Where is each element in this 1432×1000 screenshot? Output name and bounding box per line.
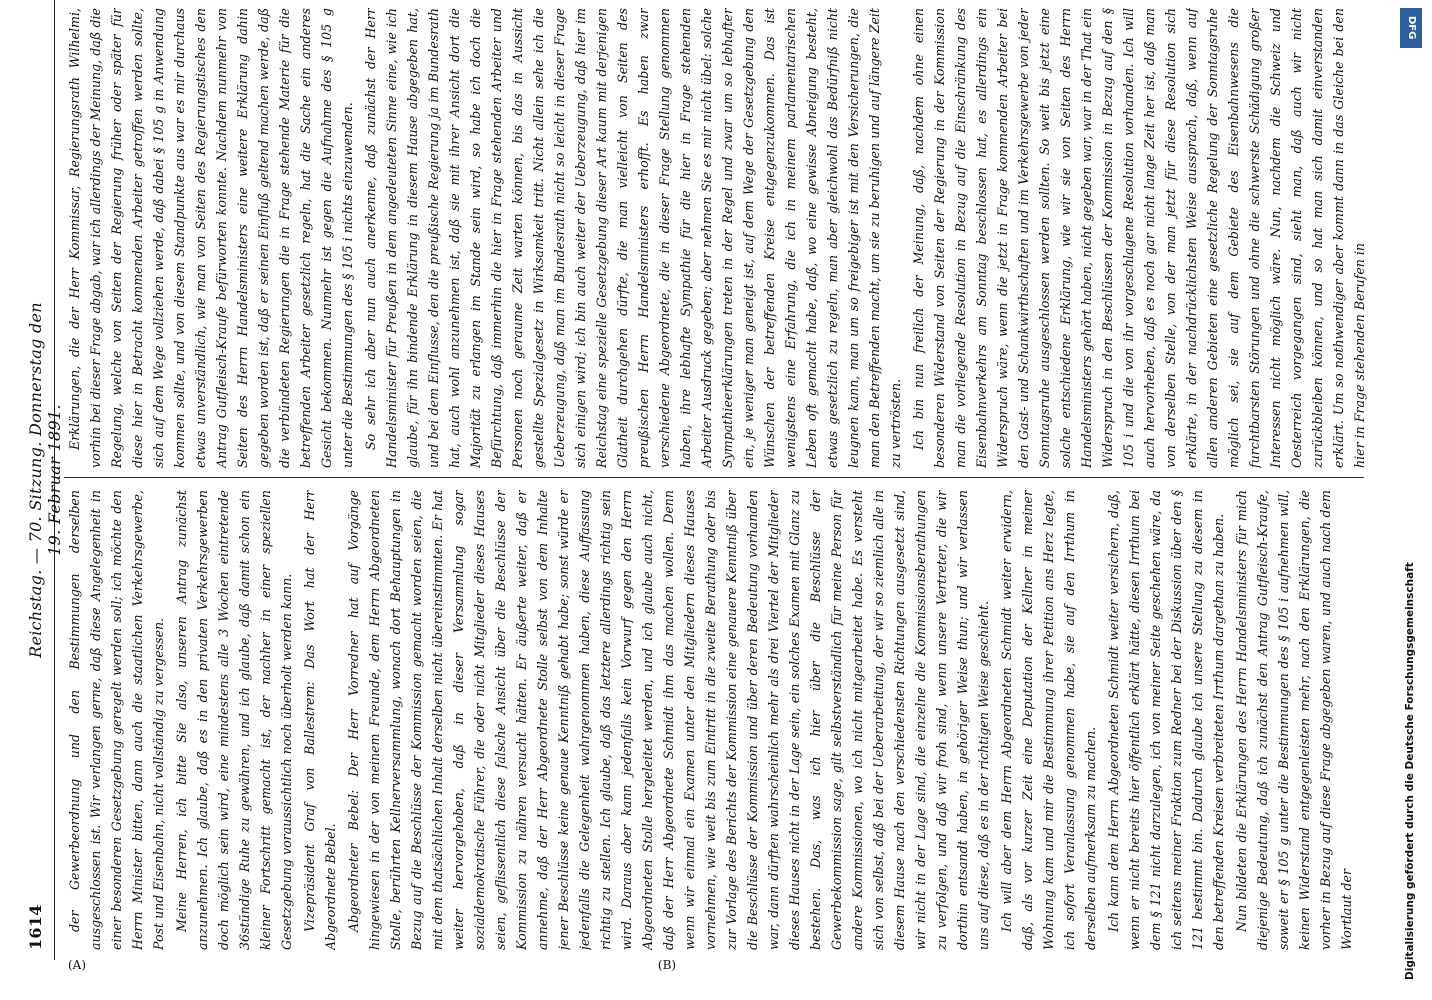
column-divider [64, 477, 1364, 478]
paragraph: So sehr ich aber nun auch anerkenne, daß zunächst der Herr Handelsminister für Preußen in dem angedeuteten Sinne eine, wie ich glaube, für ihn bindende Erklärung in diesem Hause abgegeben hat, und bei dem Einflusse, den die preußische Regierung ja im Bundesrath hat, auch wohl anzunehmen ist, daß sie mit ihrer Ansicht dort die Majorität zu erlangen im Stande sein wird, so habe ich doch die Befürchtung, daß immerhin die hier in Frage stehenden Arbeiter und Personen noch geraume Zeit warten können, bis das in Aussicht gestellte Spezialgesetz in Wirksamkeit tritt. Nicht allein sehe ich die Ueberzeugung, daß man im Bundesrath nicht so leicht in dieser Frage sich einigen wird; ich bin auch weiter der Ueberzeugung, daß hier im Reichstag eine spezielle Gesetzgebung dieser Art kaum mit derjenigen Glatheit durchgehen dürfte, die man vielleicht von Seiten des preußischen Herrn Handelsministers erhofft. Es haben zwar verschiedene Abgeordnete, die in dieser Frage Stellung genommen haben, ihre lebhafte Sympathie für die hier in Frage stehenden Arbeiter Ausdruck gegeben; aber nehmen Sie es mir nicht übel: solche Sympathieerklärungen treten in der Regel und zwar um so lebhafter ein, je weniger man geneigt ist, auf dem Wege der Gesetzgebung den Wünschen der betreffenden Kreise entgegenzukommen. Das ist wenigstens eine Erfahrung, die ich in meinem parlamentarischen Leben oft gemacht habe, daß, wo eine gewisse Abneigung besteht, etwas gesetzlich zu regeln, man aber gleichwohl das Bedürfniß nicht leugnen kann, man um so freigebiger ist mit den Versicherungen, die man den Betreffenden macht, um sie zu beruhigen und auf längere Zeit zu vertrösten. [363, 8, 903, 468]
funding-note: Digitalisierung gefördert durch die Deutsche Forschungsgemeinschaft [1404, 562, 1416, 980]
paragraph: Abgeordneter Bebel: Der Herr Vorredner hat auf Vorgänge hingewiesen in der von meinem Freunde, dem Herrn Abgeordneten Stolle, berührten Kellnerversammlung, wonach dort Behauptungen in Bezug auf die Beschlüsse der Kommission gemacht worden seien, die mit dem thatsächlichen Inhalt derselben nicht übereinstimmten. Er hat weiter hervorgehoben, daß in dieser Versammlung sogar sozialdemokratische Führer, die oder nicht Mitglieder dieses Hauses seien, geflissentlich diese falsche Ansicht über die Beschlüsse der Kommission zu nähren versucht hätten. Er äußerte weiter, daß er annehme, daß der Herr Abgeordnete Stolle selbst von dem Inhalte jener Beschlüsse keine genaue Kenntniß gehabt habe; sonst würde er jedenfalls die Gelegenheit wahrgenommen haben, diese Auffassung richtig zu stellen. Ich glaube, daß das letztere allerdings richtig sein wird. Daraus aber kann jedenfalls kein Vorwurf gegen den Herrn Abgeordneten Stolle hergeleitet werden, und ich glaube auch nicht, daß der Herr Abgeordnete Schmidt ihm das machen wollen. Denn wenn wir einmal ein Examen unter den Mitgliedern dieses Hauses vornehmen, wie weit bis zum Eintritt in die zweite Berathung oder bis zur Vorlage des Berichts der Kommission eine genauere Kenntniß über die Beschlüsse der Kommission und über deren Bedeutung vorhanden war, dann dürften wahrscheinlich mehr als drei Viertel der Mitglieder dieses Hauses nicht in der Lage sein, ein solches Examen mit Glanz zu bestehen. Das, was ich hier über die Beschlüsse der Gewerbekommission sage, gilt selbstverständlich für meine Person für andere Kommissionen, wo ich nicht mitgearbeitet habe. Es versteht sich von selbst, daß bei der Ueberarbeitung, der wir so ziemlich alle in diesem Hause nach den verschiedensten Richtungen ausgesetzt sind, wir nicht in der Lage sind, die einzelne die Kommissionsberathungen zu verfolgen, und daß wir froh sind, wenn unsere Vertreter, die wir dorthin entsandt haben, in gehöriger Weise thun; und wir verlassen uns auf diese, daß es in der richtigen Weise geschieht. [346, 490, 991, 950]
paragraph: Nun bildeten die Erklärungen des Herrn Handelsministers für mich diejenige Bedeutung, daß ich zunächst den Antrag Gutfleisch-Kraufe, soweit er § 105 g unter die Bestimmungen des § 105 i aufnehmen will, keinen Widerstand entgegenleisten mehr, nach den Erklärungen, die vorher in Bezug auf diese Frage abgegeben waren, und auch nach dem Wortlaut der [1234, 490, 1354, 950]
paragraph: Erklärungen, die der Herr Kommissar, Regierungsrath Wilhelmi, vorhin bei dieser Frage abgab, war ich allerdings der Meinung, daß die Regelung, welche von Seiten der Regierung früher oder später für diese hier in Betracht kommenden Arbeiter getroffen werden sollte, sich auf dem Wege vollziehen werde, daß dabei § 105 g in Anwendung kommen sollte, und von diesem Standpunkte aus war es mir durchaus etwas unverständlich, wie man von Seiten des Regierungstisches den Antrag Gutfleisch-Kraufe befürworten konnte. Nachdem nunmehr von Seiten des Herrn Handelsministers eine weitere Erklärung dahin gegeben worden ist, daß er seinen Einfluß geltend machen werde, daß die verbündeten Regierungen die in Frage stehende Materie für die betreffenden Arbeiter gesetzlich regeln, hat die Sache ein anderes Gesicht bekommen. Nunmehr ist gegen die Aufnahme des § 105 g unter die Bestimmungen des § 105 i nichts einzuwenden. [67, 8, 355, 468]
right-column [64, 8, 1374, 468]
rotated-page-content [20, 0, 1390, 972]
paragraph: Ich bin nun freilich der Meinung, daß, nachdem ohne einen besonderen Widerstand von Seiten der Regierung in der Kommission man die vorliegende Resolution in Bezug auf die Einschränkung des Eisenbahnverkehrs am Sonntag beschlossen hat, es allerdings ein Widerspruch wäre, wenn die jetzt in Frage kommenden Arbeiter bei den Gast- und Schankwirthschaften und im Verkehrsgewerbe von jeder Sonntagsruhe ausgeschlossen werden sollten. So weit bis jetzt eine solche entschiedene Erklärung, wie wir sie von Seiten des Herrn Handelsministers gehört haben, nicht gegeben war, war in der That ein Widerspruch in den Beschlüssen der Kommission in Bezug auf den § 105 i und die von ihr vorgeschlagene Resolution vorhanden. Ich will auch hervorheben, daß es noch gar nicht lange Zeit her ist, daß man von derselben Stelle, von der man jetzt für diese Resolution sich erklärte, in der nachdrücklichsten Weise aussprach, daß, wenn auf allen anderen Gebieten eine gesetzliche Regelung der Sonntagsruhe möglich sei, sie auf dem Gebiete des Eisenbahnwesens die furchtbarsten Störungen und ohne die schwerste Schädigung großer Interessen nicht möglich wäre. Nun, nachdem die Schweiz und Oesterreich vorgegangen sind, sieht man, daß auch wir nicht zurückbleiben können, und so hat man sich damit einverstanden erklärt. Um so nothwendiger aber kommt dann in das Gleiche bei den hier in Frage stehenden Berufen in [911, 8, 1367, 468]
dfg-logo: DFG [1400, 8, 1422, 48]
page-number: 1614 [26, 904, 45, 950]
margin-marker-a: (A) [67, 957, 87, 972]
speaker-paragraph: Vizepräsident Graf von Ballestrem: Das Wort hat der Herr Abgeordnete Bebel. [302, 490, 338, 950]
paragraph: der Gewerbeordnung und den Bestimmungen derselben ausgeschlossen ist. Wir verlangen gerne, daß diese Angelegenheit in einer besonderen Gesetzgebung geregelt werden soll; ich möchte den Herrn Minister bitten, dann auch die staatlichen Verkehrsgewerbe, Post und Eisenbahn, nicht vollständig zu vergessen. [67, 490, 166, 950]
running-header [20, 0, 64, 960]
paragraph: Meine Herren, ich bitte Sie also, unseren Antrag zunächst anzunehmen. Ich glaube, daß es in den privaten Verkehrsgewerben doch möglich sein wird, eine mindestens alle 3 Wochen eintretende 36stündige Ruhe zu gewähren, und ich glaube, daß damit schon ein kleiner Fortschritt gemacht ist, der nachher in einer speziellen Gesetzgebung voraussichtlich noch überholt werden kann. [174, 490, 294, 950]
session-title: Reichstag. — 70. Sitzung. Donnerstag den 19. Februar 1891. [26, 302, 64, 658]
left-column [64, 490, 1374, 950]
paragraph: Ich will aber dem Herrn Abgeordneten Schmidt weiter erwidern, daß, als vor kurzer Zeit eine Deputation der Kellner in meiner Wohnung kam und mir die Bestimmung ihrer Petition ans Herz legte, ich sofort Veranlassung genommen habe, sie auf den Irrthum in derselben aufmerksam zu machen. [999, 490, 1098, 950]
margin-marker-b: (B) [657, 957, 677, 972]
paragraph: Ich kann dem Herrn Abgeordneten Schmidt weiter versichern, daß, wenn er nicht bereits hier öffentlich erklärt hätte, diesen Irrthum bei dem § 121 nicht darzulegen, ich von meiner Seite geschehen wäre, da ich seitens meiner Fraktion zum Redner bei der Diskussion über den § 121 bestimmt bin. Dadurch glaube ich unsere Stellung zu diesem in den betreffenden Kreisen verbreiteten Irrthum dargethan zu haben. [1106, 490, 1226, 950]
digitization-sidebar [1402, 0, 1426, 1000]
